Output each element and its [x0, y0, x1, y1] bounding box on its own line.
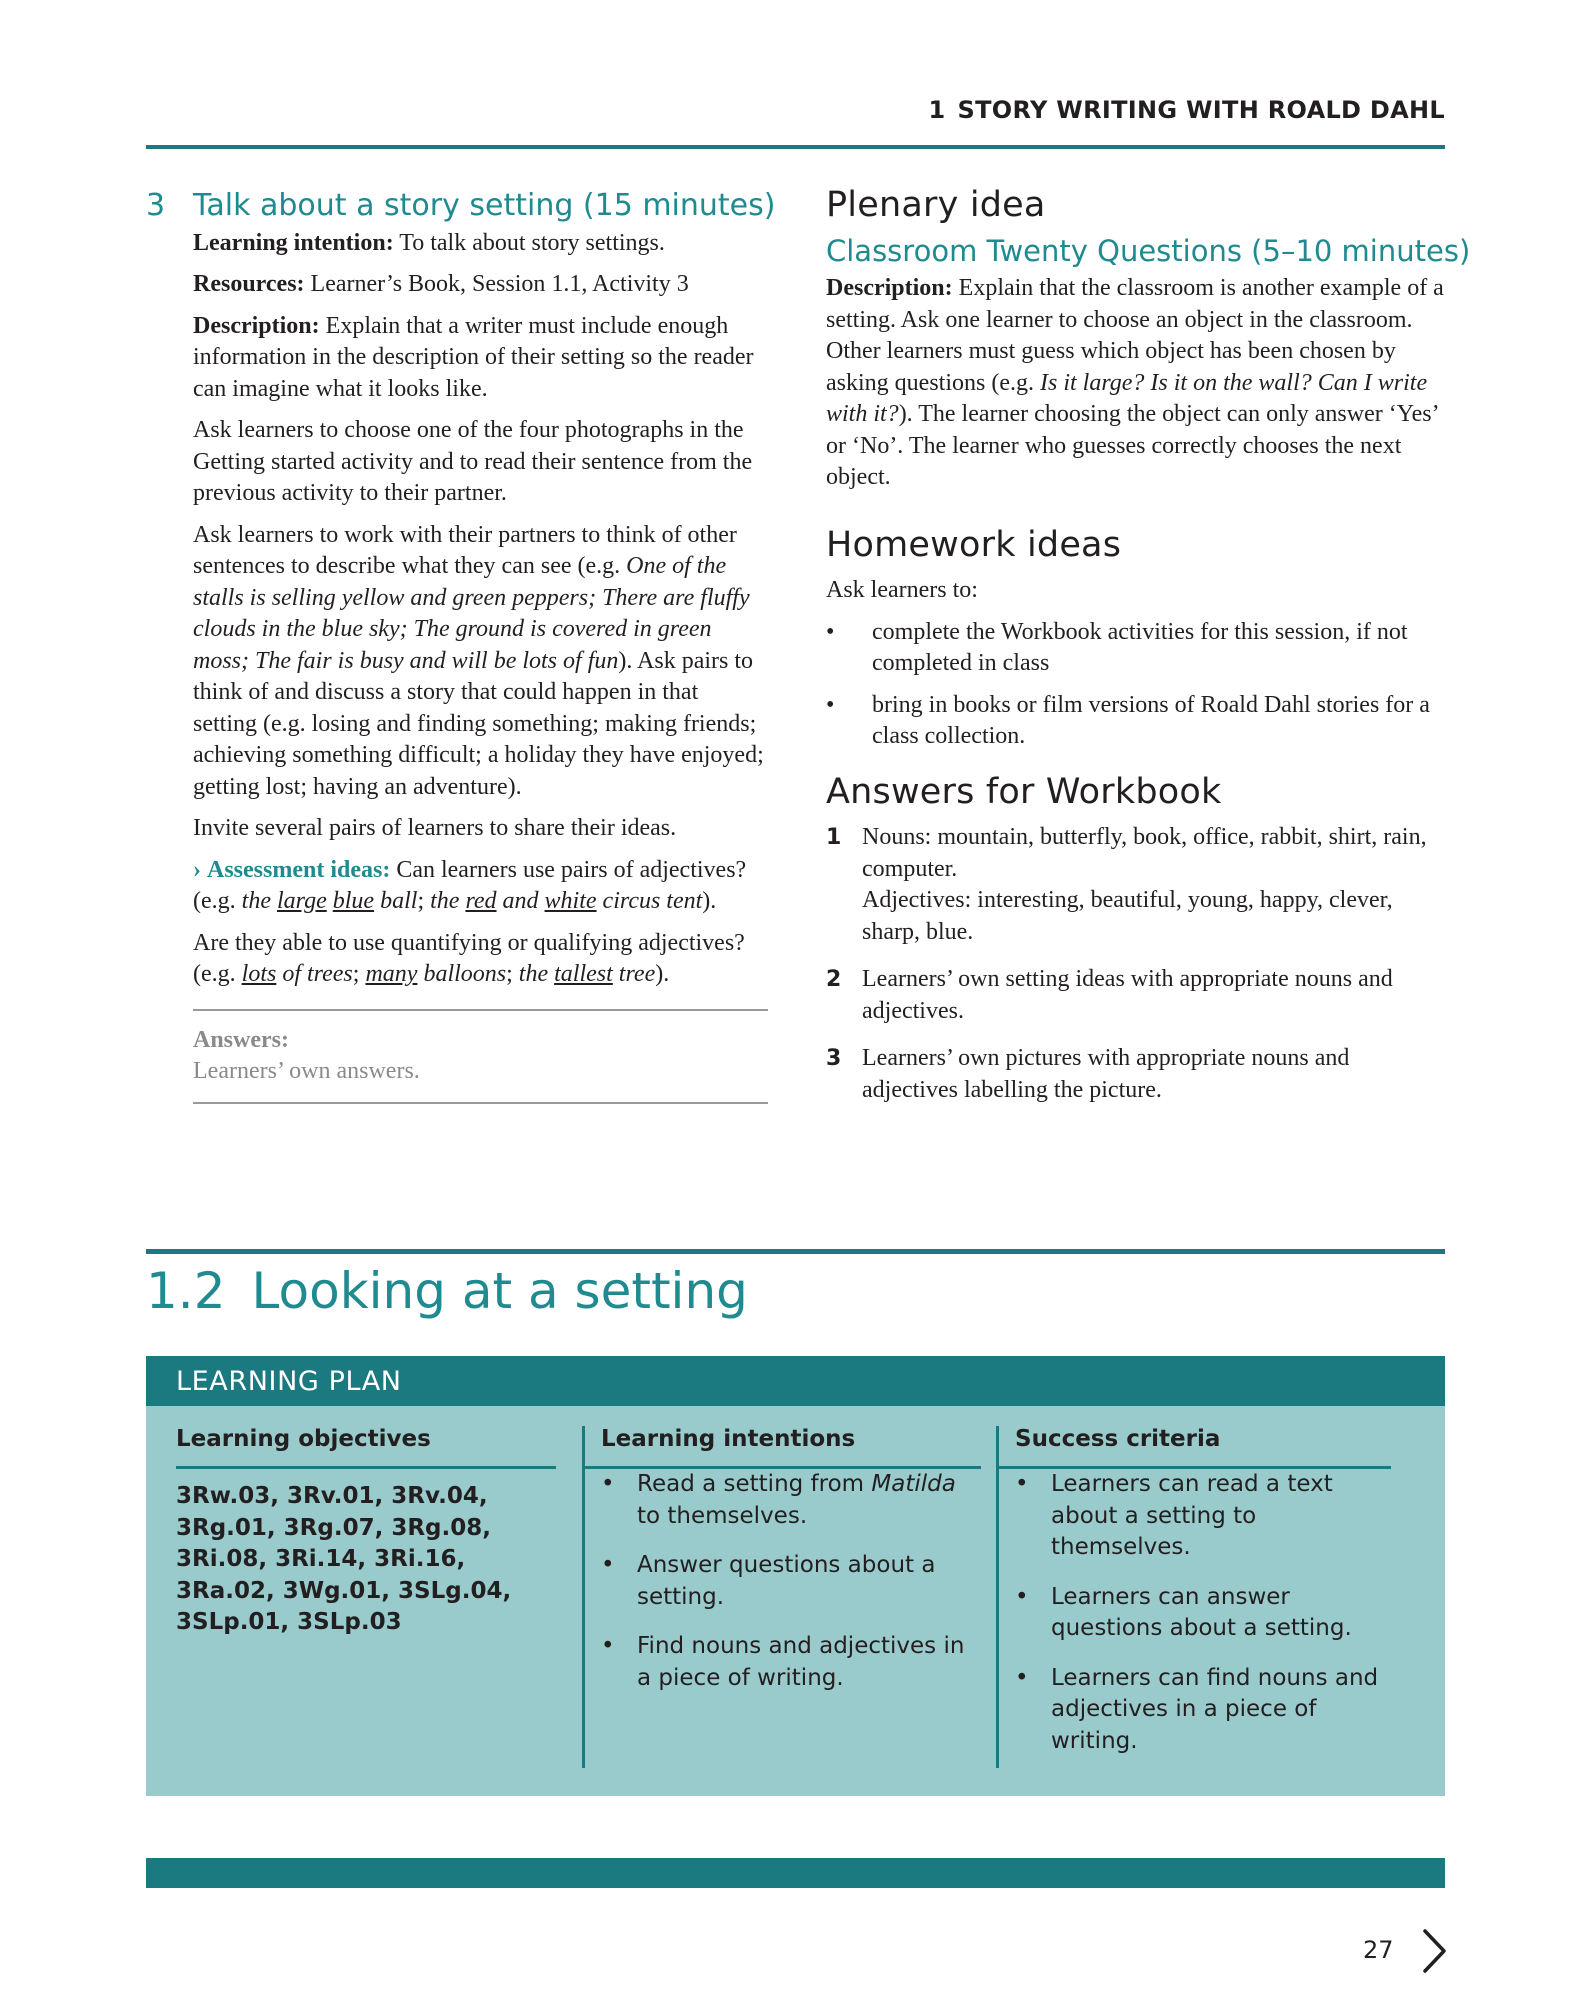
next-page-chevron-icon[interactable]: [1422, 1928, 1448, 1974]
header-rule: [146, 145, 1445, 149]
list-item: [826, 690, 1446, 753]
section-title-text: Looking at a setting: [251, 1262, 748, 1320]
activity-title: Talk about a story setting (15 minutes): [193, 188, 776, 223]
success-header: Success criteria: [999, 1426, 1391, 1469]
answers-text: Learners’ own answers.: [193, 1058, 420, 1084]
quantifying-question: [193, 928, 768, 991]
page-number: 27: [1363, 1936, 1394, 1964]
list-item: [601, 1631, 981, 1694]
footer-bar: [146, 1858, 1445, 1888]
assess-underline: red: [465, 888, 497, 914]
assessment-ideas: [193, 855, 768, 918]
assess-example: the: [430, 888, 466, 914]
right-column: [826, 185, 1471, 1122]
section-title: [146, 1262, 748, 1320]
activity-number: 3: [146, 188, 166, 223]
list-item: [826, 964, 1446, 1027]
homework-list: [826, 617, 1446, 753]
left-column: [146, 188, 776, 1104]
assessment-label: Assessment ideas:: [207, 856, 391, 883]
objectives-column: [176, 1426, 556, 1639]
resources-label: Resources:: [193, 271, 305, 297]
plenary-example-questions: Is it large? Is it on the wall? Can I write with it?: [826, 369, 1428, 427]
description-text: Explain that a writer must include enough information in the description of their setting so the reader can imagine what it looks like.: [193, 312, 754, 402]
workbook-answers-list: [826, 822, 1446, 1106]
objectives-codes: 3Rw.03, 3Rv.01, 3Rv.04, 3Rg.01, 3Rg.07, 3Rg.08, 3Ri.08, 3Ri.14, 3Ri.16, 3Ra.02, 3Wg.01, 3SLg.04, 3SLp.01, 3SLp.03: [176, 1483, 512, 1635]
bullet-icon: •: [601, 1471, 615, 1497]
plenary-description-end: ). The learner choosing the object can only answer ‘Yes’ or ‘No’. The learner who guesses correctly chooses the next object.: [826, 401, 1438, 490]
list-item: [826, 822, 1446, 948]
intention-text: Read a setting from: [637, 1471, 872, 1497]
list-item: [1015, 1582, 1391, 1645]
answer-number: 2: [826, 967, 842, 992]
running-header: [929, 96, 1445, 124]
success-text: Learners can find nouns and adjectives in a piece of writing.: [1051, 1664, 1379, 1754]
list-item: [601, 1469, 981, 1532]
homework-item-text: bring in books or film versions of Roald Dahl stories for a class collection.: [872, 691, 1430, 749]
homework-intro: Ask learners to:: [826, 577, 978, 603]
plenary-subheading: Classroom Twenty Questions (5–10 minutes): [826, 233, 1471, 268]
learning-intention: [193, 228, 768, 260]
chapter-title: STORY WRITING WITH ROALD DAHL: [957, 96, 1445, 124]
bullet-icon: •: [826, 618, 835, 645]
para3-start: Ask learners to work with their partners to think of other sentences to describe what they can see (e.g.: [193, 521, 737, 579]
bullet-icon: •: [1015, 1664, 1029, 1691]
list-item: [826, 1043, 1446, 1106]
description-label: Description:: [193, 312, 320, 339]
paragraph-share: Invite several pairs of learners to share their ideas.: [193, 815, 677, 841]
bullet-icon: •: [1015, 1583, 1029, 1610]
success-text: Learners can answer questions about a setting.: [1051, 1583, 1352, 1641]
learning-intention-text: To talk about story settings.: [393, 229, 665, 256]
homework-item-text: complete the Workbook activities for this session, if not completed in class: [872, 618, 1408, 676]
quant-example: balloons: [417, 961, 507, 987]
intention-text: Find nouns and adjectives in a piece of writing.: [637, 1633, 965, 1691]
paragraph-photographs: Ask learners to choose one of the four photographs in the Getting started activity and to read their sentence from the previous activity to their partner.: [193, 417, 753, 506]
paragraph-sentences: [193, 520, 768, 804]
quant-end: ).: [655, 961, 670, 987]
assess-separator: ;: [417, 888, 431, 914]
assess-example: ball: [374, 888, 418, 914]
intention-text: Answer questions about a setting.: [637, 1552, 936, 1610]
quant-separator: ;: [506, 961, 519, 987]
assess-example: and: [496, 888, 545, 914]
quant-example: the: [518, 961, 555, 987]
success-text: Learners can read a text about a setting to themselves.: [1051, 1471, 1333, 1560]
quant-example: of trees: [276, 961, 353, 987]
list-item: [1015, 1663, 1391, 1758]
plenary-description-text: Explain that the classroom is another example of a setting. Ask one learner to choose an object in the classroom. Other learners must guess which object has been chosen by asking questions (e.g.: [826, 275, 1444, 396]
learning-intention-label: Learning intention:: [193, 229, 394, 256]
bullet-icon: •: [1015, 1471, 1029, 1497]
list-item: [1015, 1469, 1391, 1564]
homework-heading: Homework ideas: [826, 524, 1122, 565]
answer-text: Learners’ own setting ideas with appropriate nouns and adjectives.: [862, 966, 1393, 1024]
resources-text: Learner’s Book, Session 1.1, Activity 3: [304, 271, 689, 297]
quant-example: tree: [612, 961, 656, 987]
intentions-header: Learning intentions: [585, 1426, 981, 1469]
quant-separator: ;: [352, 961, 366, 987]
workbook-answers-heading: Answers for Workbook: [826, 771, 1222, 812]
learning-plan-table: [146, 1406, 1445, 1796]
answer-number: 1: [826, 825, 842, 850]
activity-heading: [146, 188, 776, 223]
chevron-right-icon: ›: [193, 856, 201, 883]
answer-text: Adjectives: interesting, beautiful, young, happy, clever, sharp, blue.: [862, 887, 1393, 945]
section-number: 1.2: [146, 1262, 226, 1320]
plenary-description-label: Description:: [826, 275, 953, 301]
answers-box: [193, 1009, 768, 1104]
assess-end: ).: [702, 888, 717, 914]
list-item: [601, 1550, 981, 1613]
quant-text: Are they able to use quantifying or qualifying adjectives? (e.g.: [193, 929, 745, 987]
assess-underline: white: [544, 888, 597, 914]
assess-example: the: [241, 888, 277, 914]
bullet-icon: •: [826, 691, 835, 718]
answer-text: Nouns: mountain, butterfly, book, office, rabbit, shirt, rain, computer.: [862, 824, 1427, 882]
bullet-icon: •: [601, 1552, 615, 1578]
intention-text: to themselves.: [637, 1502, 808, 1529]
intentions-list: [585, 1469, 981, 1694]
assess-underline: large: [276, 888, 327, 914]
quant-underline: lots: [241, 961, 277, 987]
answer-text: Learners’ own pictures with appropriate nouns and adjectives labelling the picture.: [862, 1045, 1350, 1103]
chapter-number: 1: [928, 96, 946, 124]
plenary-heading: Plenary idea: [826, 185, 1046, 225]
learning-plan-bar: LEARNING PLAN: [146, 1356, 1445, 1406]
list-item: [826, 617, 1446, 680]
answer-number: 3: [826, 1046, 842, 1071]
section-rule: [146, 1249, 1445, 1254]
activity-body: [193, 228, 768, 1104]
bullet-icon: •: [601, 1633, 615, 1659]
success-column: [999, 1426, 1391, 1775]
intentions-column: [585, 1426, 981, 1712]
para3-examples: One of the stalls is selling yellow and green peppers; There are fluffy clouds in the blue sky; The ground is covered in green moss; The fair is busy and will be lots of fun: [193, 553, 750, 674]
assess-underline: blue: [332, 888, 375, 914]
quant-underline: many: [365, 961, 418, 987]
assessment-text: Can learners use pairs of adjectives? (e.g.: [193, 856, 747, 914]
para3-end: ). Ask pairs to think of and discuss a story that could happen in that setting (e.g. losing and finding something; making friends; achieving something difficult; a holiday they have enjoyed; getting lost; having an adventure).: [193, 647, 764, 800]
quant-underline: tallest: [554, 961, 613, 987]
description: [193, 311, 768, 406]
objectives-header: Learning objectives: [176, 1426, 556, 1469]
answers-label: Answers:: [193, 1026, 289, 1053]
plenary-description: [826, 273, 1446, 494]
assess-example: circus tent: [596, 888, 703, 914]
success-list: [999, 1469, 1391, 1757]
book-title: Matilda: [871, 1471, 956, 1497]
resources: [193, 269, 768, 301]
